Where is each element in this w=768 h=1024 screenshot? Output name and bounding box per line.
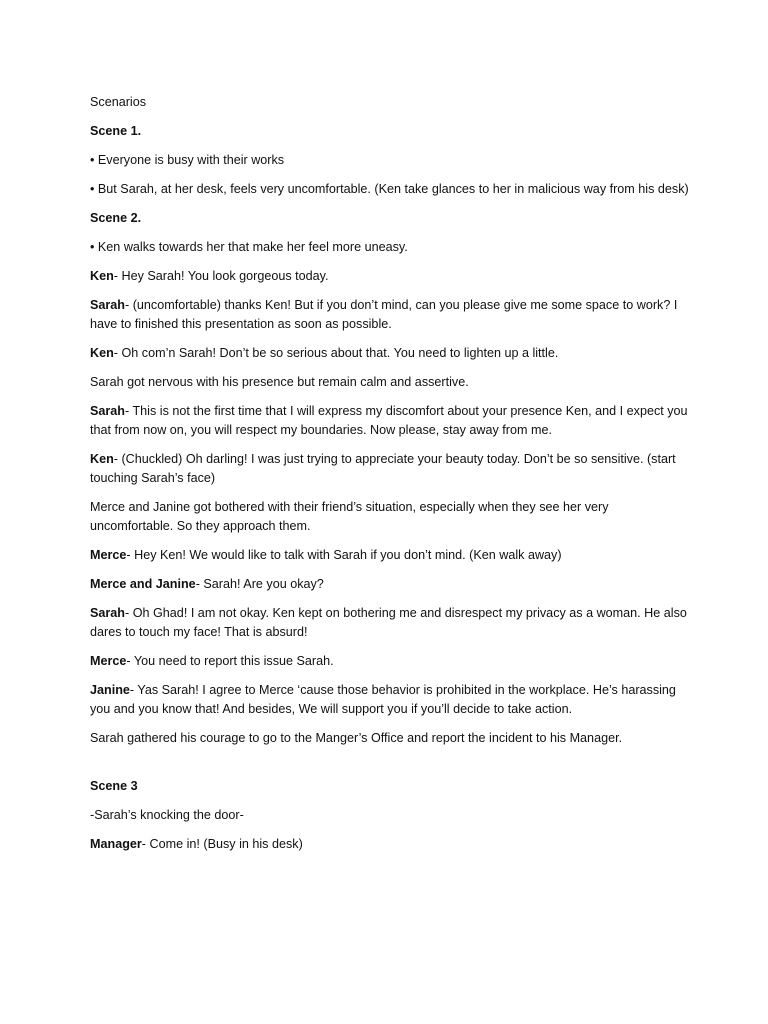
speaker-name: Janine: [90, 683, 130, 697]
scene-2-bullet-1: • Ken walks towards her that make her feel more uneasy.: [90, 240, 408, 254]
dialogue-text: - You need to report this issue Sarah.: [126, 654, 334, 668]
dialogue-text: - (Chuckled) Oh darling! I was just trying to appreciate your beauty today. Don’t be so sensitive. (start touching Sarah’s face): [90, 452, 676, 485]
dialogue-line: [90, 835, 690, 854]
dialogue-line: [90, 575, 690, 594]
dialogue-line: [90, 450, 690, 488]
speaker-name: Merce: [90, 654, 127, 668]
speaker-name: Ken: [90, 346, 114, 360]
dialogue-line: [90, 546, 690, 565]
dialogue-line: [90, 652, 690, 671]
scene-1-title: Scene 1.: [90, 124, 142, 138]
dialogue-text: - Hey Sarah! You look gorgeous today.: [113, 269, 329, 283]
dialogue-line: [90, 604, 690, 642]
dialogue-text: - Sarah! Are you okay?: [195, 577, 324, 591]
scene-1-bullet-2: • But Sarah, at her desk, feels very uncomfortable. (Ken take glances to her in malicious way from his desk): [90, 182, 689, 196]
narration-text: Sarah got nervous with his presence but remain calm and assertive.: [90, 375, 469, 389]
dialogue-text: - Yas Sarah! I agree to Merce ‘cause those behavior is prohibited in the workplace. He’s harassing you and you know that! And besides, We will support you if you’ll decide to take action.: [90, 683, 676, 716]
scene-3-action: -Sarah’s knocking the door-: [90, 808, 244, 822]
dialogue-line: [90, 296, 690, 334]
narration-line: [90, 373, 690, 392]
dialogue-text: - Oh Ghad! I am not okay. Ken kept on bothering me and disrespect my privacy as a woman. He also dares to touch my face! That is absurd!: [90, 606, 687, 639]
document-page: [90, 93, 690, 864]
speaker-name: Sarah: [90, 298, 126, 312]
document-heading: Scenarios: [90, 95, 147, 109]
speaker-name: Merce: [90, 548, 127, 562]
dialogue-line: [90, 344, 690, 363]
speaker-name: Sarah: [90, 404, 126, 418]
dialogue-text: - Oh com’n Sarah! Don’t be so serious about that. You need to lighten up a little.: [113, 346, 559, 360]
dialogue-text: - Come in! (Busy in his desk): [141, 837, 303, 851]
narration-line: [90, 498, 690, 536]
speaker-name: Sarah: [90, 606, 126, 620]
speaker-name: Ken: [90, 269, 114, 283]
dialogue-text: - Hey Ken! We would like to talk with Sarah if you don’t mind. (Ken walk away): [126, 548, 562, 562]
scene-3-title: Scene 3: [90, 779, 138, 793]
dialogue-text: - This is not the first time that I will express my discomfort about your presence Ken, and I expect you that from now on, you will respect my boundaries. Now please, stay away from me.: [90, 404, 688, 437]
narration-text: Merce and Janine got bothered with their friend’s situation, especially when they see her very uncomfortable. So they approach them.: [90, 500, 609, 533]
speaker-name: Manager: [90, 837, 142, 851]
speaker-name: Ken: [90, 452, 114, 466]
dialogue-line: [90, 402, 690, 440]
dialogue-text: - (uncomfortable) thanks Ken! But if you don’t mind, can you please give me some space to work? I have to finished this presentation as soon as possible.: [90, 298, 678, 331]
scene-1-bullet-1: • Everyone is busy with their works: [90, 153, 285, 167]
narration-text: Sarah gathered his courage to go to the Manger’s Office and report the incident to his Manager.: [90, 731, 623, 745]
speaker-name: Merce and Janine: [90, 577, 196, 591]
dialogue-line: [90, 681, 690, 719]
scene-2-title: Scene 2.: [90, 211, 142, 225]
dialogue-line: [90, 267, 690, 286]
narration-line: [90, 729, 690, 748]
